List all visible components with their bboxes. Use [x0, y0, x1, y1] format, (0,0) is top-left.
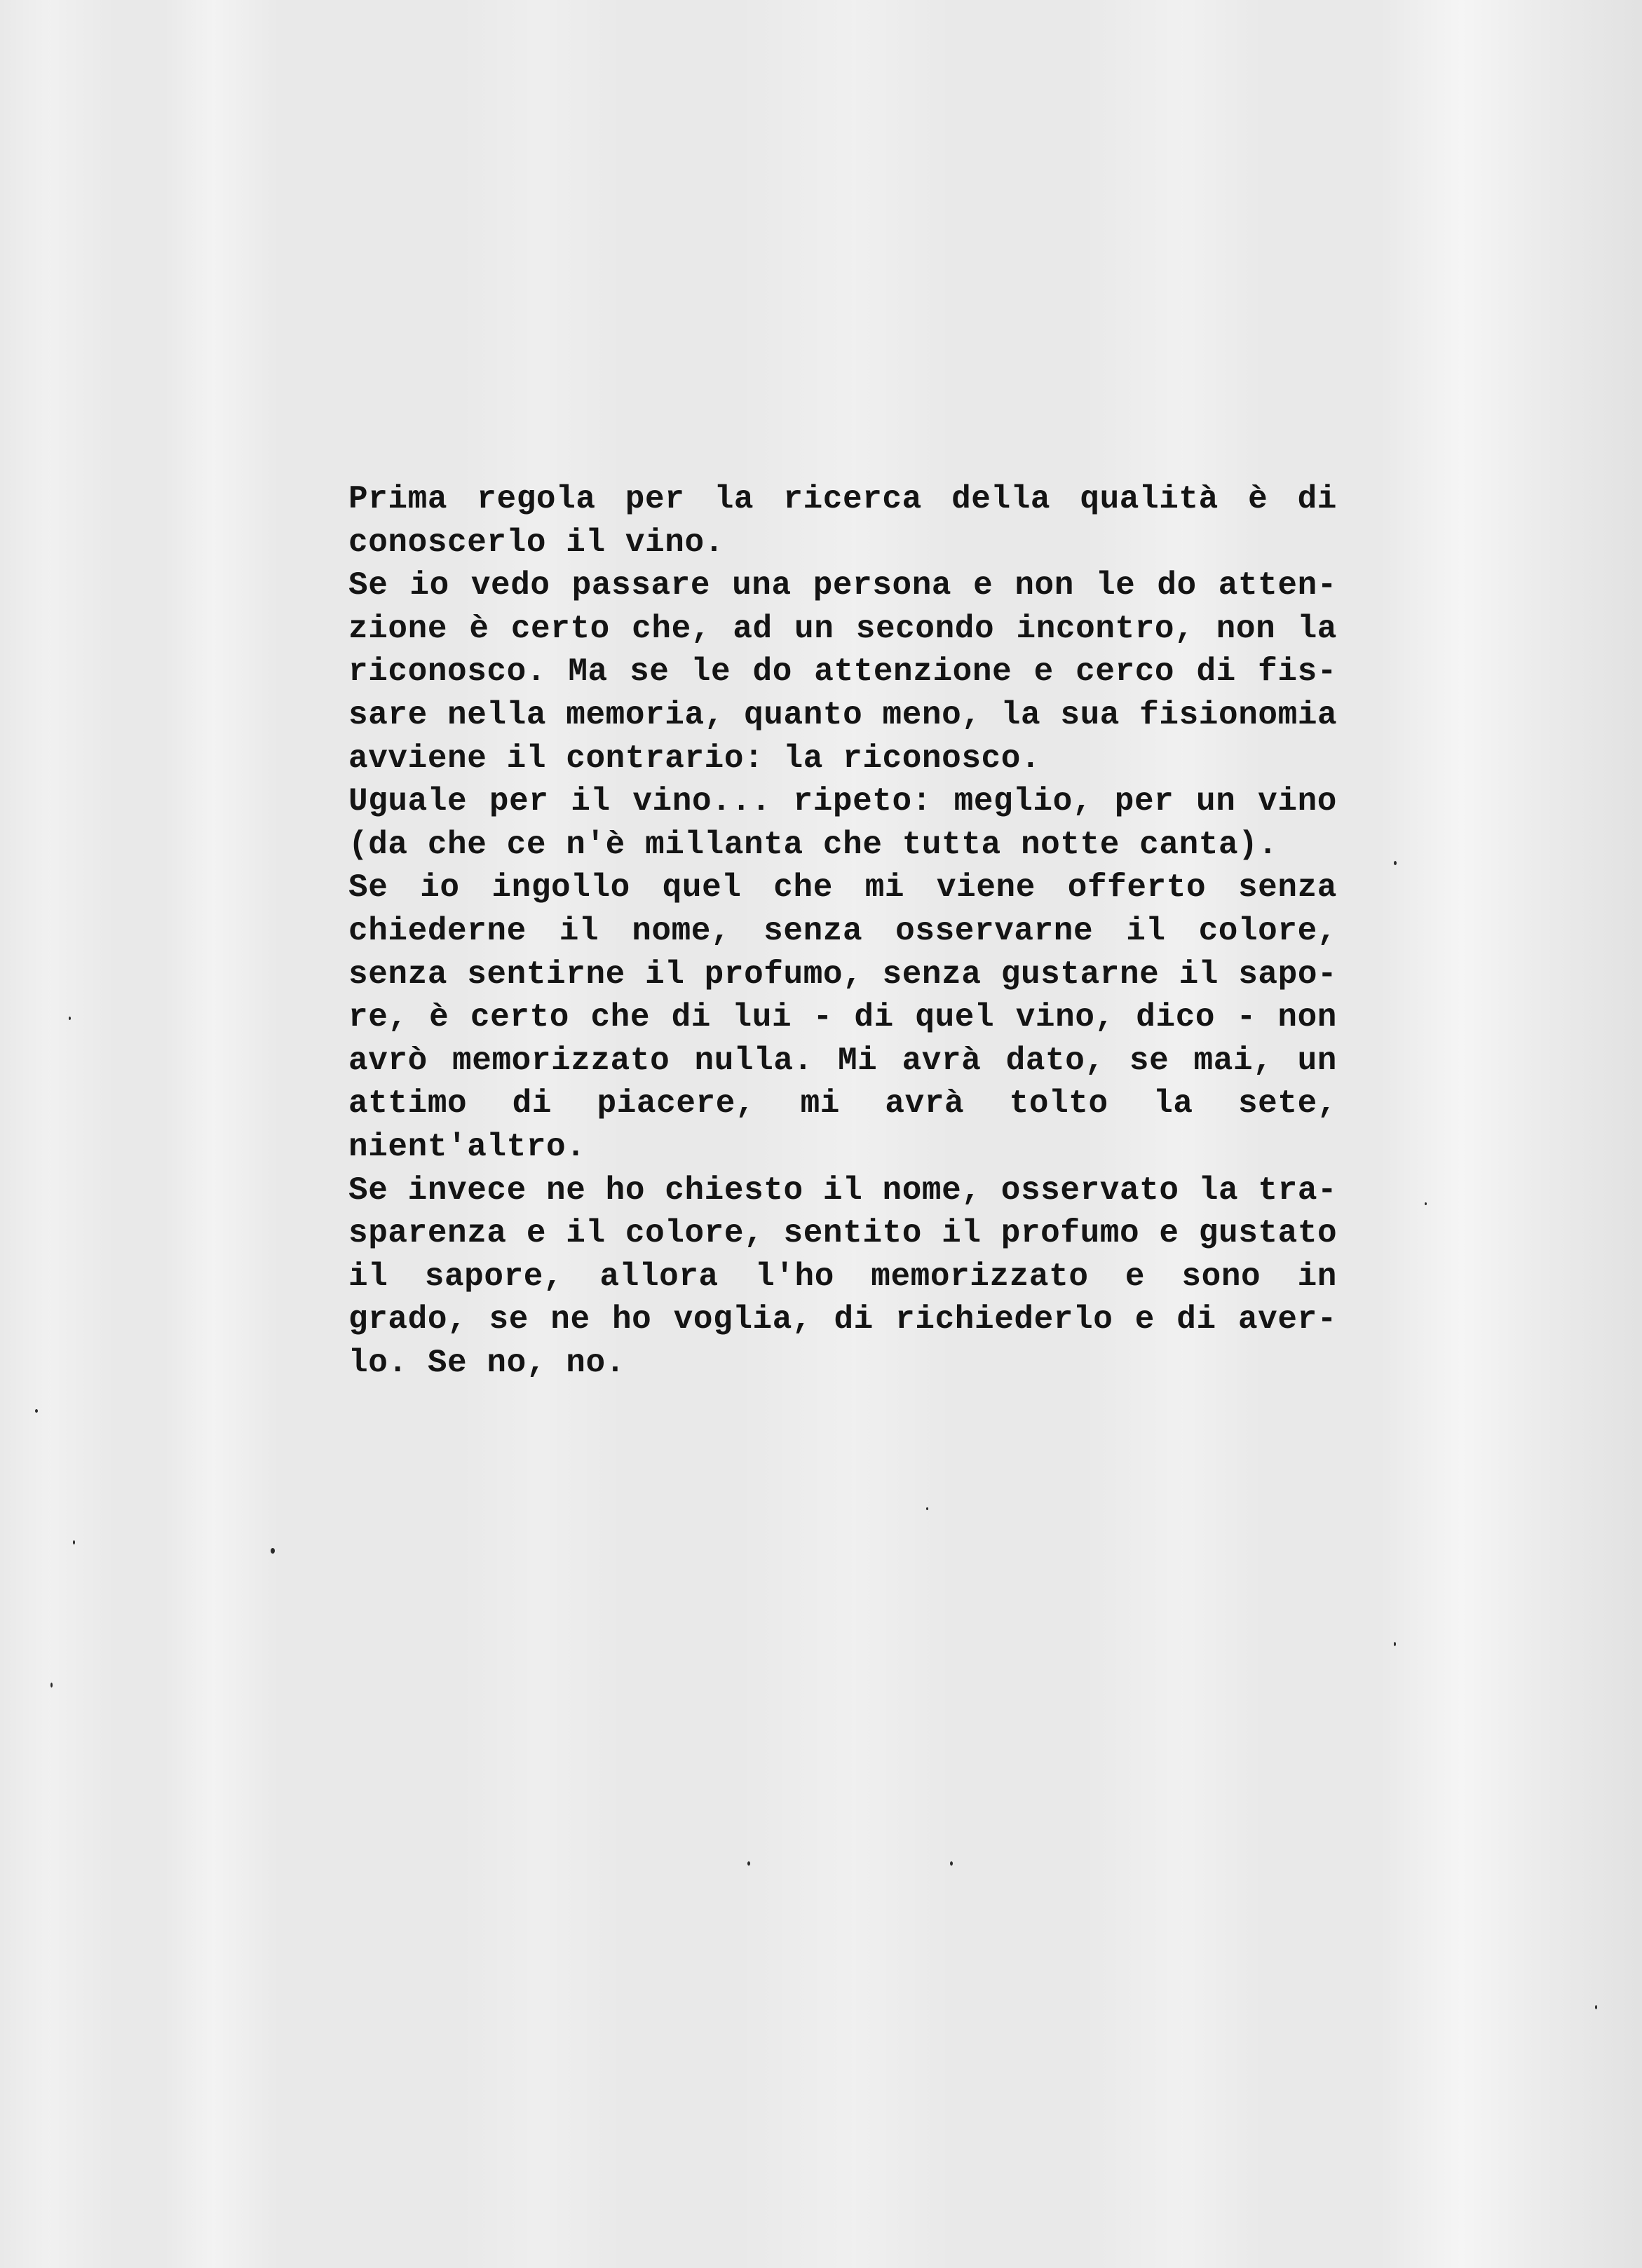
text-line-4: zione è certo che, ad un secondo incontro, non la [348, 610, 1337, 647]
text-line-3: Se io vedo passare una persona e non le do atten- [348, 567, 1337, 604]
scan-speck [950, 1861, 953, 1866]
scan-speck [73, 1540, 75, 1544]
text-line-1: Prima regola per la ricerca della qualità è di [348, 481, 1337, 517]
text-line-17: Se invece ne ho chiesto il nome, osservato la tra- [348, 1172, 1338, 1209]
scan-speck [271, 1548, 275, 1554]
text-line-20: grado, se ne ho voglia, di richiederlo e di aver- [348, 1301, 1337, 1338]
text-line-5: riconosco. Ma se le do attenzione e cerco di fis- [348, 653, 1337, 691]
scan-speck [50, 1683, 53, 1688]
scan-speck [69, 1017, 71, 1020]
text-line-2: conoscerlo il vino. [348, 524, 724, 561]
text-line-11: chiederne il nome, senza osservarne il colore, [348, 912, 1337, 949]
scan-speck [747, 1861, 750, 1866]
scan-speck [1394, 1642, 1396, 1646]
text-line-6: sare nella memoria, quanto meno, la sua fisionomia [348, 696, 1338, 733]
text-line-12: senza sentirne il profumo, senza gustarne il sapo- [348, 956, 1338, 993]
text-line-13: re, è certo che di lui - di quel vino, dico - non [348, 999, 1337, 1036]
text-line-9: (da che ce n'è millanta che tutta notte canta). [348, 826, 1278, 863]
text-line-21: lo. Se no, no. [348, 1344, 625, 1381]
scan-speck [1595, 2005, 1597, 2009]
text-line-19: il sapore, allora l'ho memorizzato e sono in [348, 1258, 1337, 1295]
text-line-15: attimo di piacere, mi avrà tolto la sete, [348, 1085, 1337, 1122]
text-line-7: avviene il contrario: la riconosco. [348, 740, 1041, 777]
text-line-14: avrò memorizzato nulla. Mi avrà dato, se mai, un [348, 1042, 1337, 1079]
scan-speck [1425, 1202, 1427, 1205]
typewritten-text-block [348, 478, 1337, 1385]
text-line-10: Se io ingollo quel che mi viene offerto senza [348, 869, 1337, 906]
text-line-16: nient'altro. [348, 1128, 586, 1165]
scan-speck [1394, 861, 1397, 865]
text-line-8: Uguale per il vino... ripeto: meglio, per un vino [348, 783, 1337, 820]
scan-speck [35, 1409, 38, 1413]
text-line-18: sparenza e il colore, sentito il profumo e gustato [348, 1215, 1338, 1252]
scan-speck [926, 1507, 928, 1510]
